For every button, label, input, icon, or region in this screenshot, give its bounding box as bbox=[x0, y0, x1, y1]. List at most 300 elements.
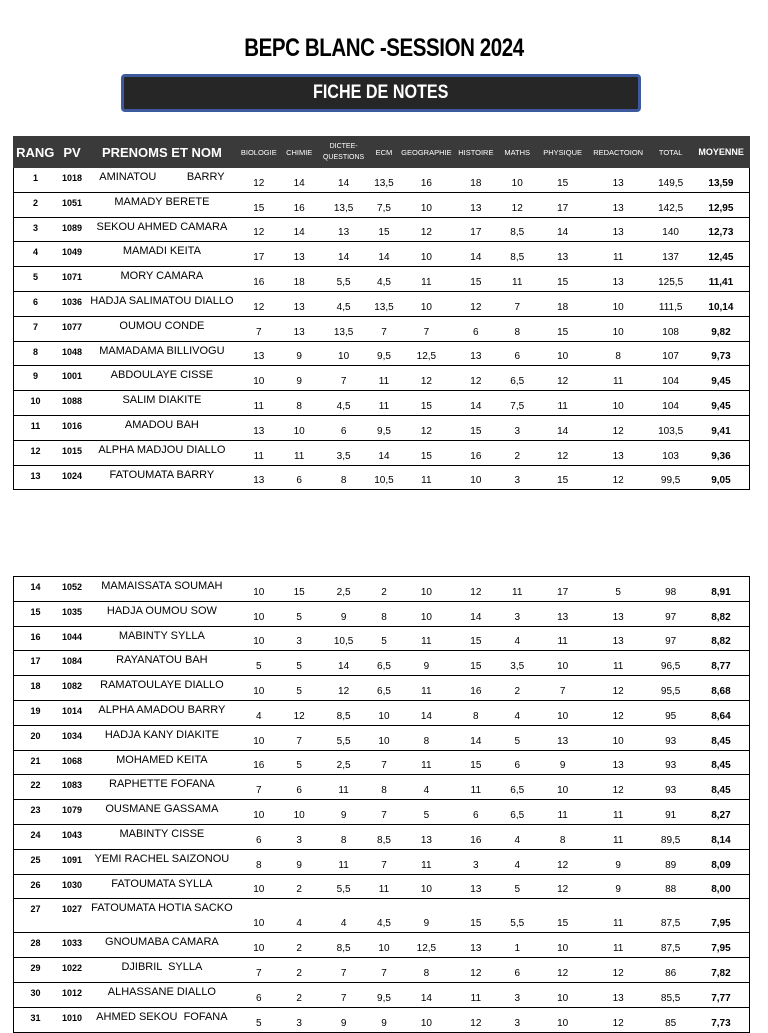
score-cell: 11 bbox=[588, 651, 649, 676]
score-cell: 13 bbox=[588, 750, 649, 775]
pv-cell: 1024 bbox=[57, 465, 87, 490]
student-name-cell: FATOUMATA HOTIA SACKO bbox=[87, 899, 236, 933]
rank-cell: 13 bbox=[14, 465, 57, 490]
student-name-cell: MAMAISSATA SOUMAH bbox=[87, 577, 236, 602]
total-cell: 93 bbox=[648, 750, 692, 775]
score-cell: 8 bbox=[455, 700, 497, 725]
average-cell: 8,45 bbox=[693, 725, 750, 750]
score-cell: 18 bbox=[537, 291, 587, 316]
score-cell: 9 bbox=[317, 800, 369, 825]
score-cell: 7 bbox=[317, 982, 369, 1007]
student-name-cell: DJIBRIL SYLLA bbox=[87, 958, 236, 983]
total-cell: 149,5 bbox=[648, 168, 692, 193]
table-header-row bbox=[14, 137, 750, 168]
score-cell: 12 bbox=[237, 217, 281, 242]
rank-cell: 29 bbox=[14, 958, 57, 983]
pv-cell: 1035 bbox=[57, 601, 87, 626]
score-cell: 14 bbox=[455, 601, 497, 626]
score-cell: 3 bbox=[281, 626, 317, 651]
score-cell: 7 bbox=[537, 676, 587, 701]
score-cell: 9 bbox=[281, 366, 317, 391]
score-cell: 7 bbox=[398, 316, 455, 341]
score-cell: 10 bbox=[237, 800, 281, 825]
student-name-cell: RAPHETTE FOFANA bbox=[87, 775, 236, 800]
score-cell: 6,5 bbox=[497, 366, 537, 391]
table-row bbox=[14, 366, 750, 391]
student-name-cell: RAYANATOU BAH bbox=[87, 651, 236, 676]
score-cell: 3,5 bbox=[497, 651, 537, 676]
score-cell: 7,5 bbox=[497, 391, 537, 416]
score-cell: 11 bbox=[370, 391, 398, 416]
rank-cell: 31 bbox=[14, 1007, 57, 1032]
pv-cell: 1034 bbox=[57, 725, 87, 750]
average-cell: 8,77 bbox=[693, 651, 750, 676]
score-cell: 12 bbox=[588, 775, 649, 800]
total-cell: 87,5 bbox=[648, 899, 692, 933]
fiche-banner bbox=[121, 74, 641, 112]
score-cell: 3,5 bbox=[317, 440, 369, 465]
score-cell: 7 bbox=[370, 316, 398, 341]
score-cell: 3 bbox=[281, 1007, 317, 1032]
score-cell: 4,5 bbox=[370, 899, 398, 933]
score-cell: 2 bbox=[497, 440, 537, 465]
rank-cell: 14 bbox=[14, 577, 57, 602]
score-cell: 9 bbox=[537, 750, 587, 775]
total-cell: 97 bbox=[648, 626, 692, 651]
score-cell: 14 bbox=[370, 440, 398, 465]
table-row bbox=[14, 958, 750, 983]
score-cell: 8,5 bbox=[370, 824, 398, 849]
score-cell: 10 bbox=[588, 316, 649, 341]
rank-cell: 19 bbox=[14, 700, 57, 725]
rank-cell: 24 bbox=[14, 824, 57, 849]
score-cell: 14 bbox=[317, 168, 369, 193]
pv-cell: 1089 bbox=[57, 217, 87, 242]
score-cell: 9,5 bbox=[370, 982, 398, 1007]
score-cell: 15 bbox=[237, 192, 281, 217]
score-cell: 2 bbox=[370, 577, 398, 602]
score-cell: 10 bbox=[237, 933, 281, 958]
score-cell: 14 bbox=[317, 242, 369, 267]
student-name-cell: FATOUMATA BARRY bbox=[87, 465, 236, 490]
rank-cell: 27 bbox=[14, 899, 57, 933]
total-cell: 98 bbox=[648, 577, 692, 602]
score-cell: 14 bbox=[398, 700, 455, 725]
score-cell: 4 bbox=[497, 824, 537, 849]
average-cell: 7,82 bbox=[693, 958, 750, 983]
total-cell: 89,5 bbox=[648, 824, 692, 849]
document-title: BEPC BLANC -SESSION 2024 bbox=[244, 34, 524, 62]
average-cell: 9,73 bbox=[693, 341, 750, 366]
average-cell: 8,68 bbox=[693, 676, 750, 701]
score-cell: 15 bbox=[455, 750, 497, 775]
student-name-cell: RAMATOULAYE DIALLO bbox=[87, 676, 236, 701]
score-cell: 15 bbox=[537, 465, 587, 490]
score-cell: 5 bbox=[281, 651, 317, 676]
score-cell: 11 bbox=[398, 267, 455, 292]
average-cell: 12,45 bbox=[693, 242, 750, 267]
rank-cell: 6 bbox=[14, 291, 57, 316]
student-name-cell: HADJA KANY DIAKITE bbox=[87, 725, 236, 750]
score-cell: 12 bbox=[237, 291, 281, 316]
score-cell: 6 bbox=[497, 750, 537, 775]
score-cell: 6,5 bbox=[497, 800, 537, 825]
average-cell: 7,77 bbox=[693, 982, 750, 1007]
score-cell: 11 bbox=[317, 849, 369, 874]
score-cell: 8 bbox=[398, 725, 455, 750]
table-row bbox=[14, 899, 750, 933]
table-row bbox=[14, 626, 750, 651]
score-cell: 12 bbox=[537, 440, 587, 465]
total-cell: 85 bbox=[648, 1007, 692, 1032]
table-row bbox=[14, 440, 750, 465]
score-cell: 8 bbox=[398, 958, 455, 983]
average-cell: 9,41 bbox=[693, 415, 750, 440]
score-cell: 5 bbox=[237, 1007, 281, 1032]
score-cell: 4 bbox=[497, 700, 537, 725]
score-cell: 14 bbox=[370, 242, 398, 267]
pv-cell: 1015 bbox=[57, 440, 87, 465]
total-cell: 88 bbox=[648, 874, 692, 899]
average-cell: 8,09 bbox=[693, 849, 750, 874]
score-cell: 11 bbox=[398, 750, 455, 775]
pv-cell: 1088 bbox=[57, 391, 87, 416]
score-cell: 13,5 bbox=[370, 291, 398, 316]
score-cell: 13 bbox=[588, 192, 649, 217]
score-cell: 11 bbox=[537, 626, 587, 651]
score-cell: 9 bbox=[398, 899, 455, 933]
average-cell: 8,91 bbox=[693, 577, 750, 602]
total-cell: 89 bbox=[648, 849, 692, 874]
pv-cell: 1068 bbox=[57, 750, 87, 775]
score-cell: 15 bbox=[455, 626, 497, 651]
score-cell: 6 bbox=[317, 415, 369, 440]
average-cell: 8,82 bbox=[693, 626, 750, 651]
table-row bbox=[14, 601, 750, 626]
score-cell: 12 bbox=[537, 849, 587, 874]
score-cell: 13 bbox=[317, 217, 369, 242]
student-name-cell: HADJA OUMOU SOW bbox=[87, 601, 236, 626]
score-cell: 12 bbox=[398, 415, 455, 440]
score-cell: 10 bbox=[237, 899, 281, 933]
score-cell: 10 bbox=[398, 601, 455, 626]
student-name-cell: YEMI RACHEL SAIZONOU bbox=[87, 849, 236, 874]
score-cell: 3 bbox=[455, 849, 497, 874]
score-cell: 12,5 bbox=[398, 933, 455, 958]
total-cell: 91 bbox=[648, 800, 692, 825]
table-row bbox=[14, 242, 750, 267]
average-cell: 11,41 bbox=[693, 267, 750, 292]
student-name-cell: FATOUMATA SYLLA bbox=[87, 874, 236, 899]
score-cell: 9,5 bbox=[370, 341, 398, 366]
score-cell: 11 bbox=[588, 824, 649, 849]
score-cell: 3 bbox=[497, 415, 537, 440]
score-cell: 3 bbox=[281, 824, 317, 849]
average-cell: 8,82 bbox=[693, 601, 750, 626]
student-name-cell: MOHAMED KEITA bbox=[87, 750, 236, 775]
score-cell: 13 bbox=[537, 725, 587, 750]
score-cell: 11 bbox=[588, 242, 649, 267]
rank-cell: 28 bbox=[14, 933, 57, 958]
score-cell: 5 bbox=[237, 651, 281, 676]
total-cell: 96,5 bbox=[648, 651, 692, 676]
total-cell: 97 bbox=[648, 601, 692, 626]
score-cell: 16 bbox=[455, 676, 497, 701]
total-cell: 104 bbox=[648, 391, 692, 416]
score-cell: 14 bbox=[537, 415, 587, 440]
score-cell: 10,5 bbox=[370, 465, 398, 490]
pv-cell: 1001 bbox=[57, 366, 87, 391]
score-cell: 13 bbox=[588, 217, 649, 242]
score-cell: 12 bbox=[537, 366, 587, 391]
table-row bbox=[14, 676, 750, 701]
score-cell: 13 bbox=[588, 440, 649, 465]
score-cell: 12 bbox=[537, 874, 587, 899]
score-cell: 13,5 bbox=[317, 192, 369, 217]
average-cell: 12,73 bbox=[693, 217, 750, 242]
score-cell: 9 bbox=[588, 874, 649, 899]
rank-cell: 21 bbox=[14, 750, 57, 775]
score-cell: 2 bbox=[281, 933, 317, 958]
score-cell: 11 bbox=[497, 267, 537, 292]
score-cell: 6,5 bbox=[497, 775, 537, 800]
score-cell: 13 bbox=[455, 874, 497, 899]
table-row bbox=[14, 700, 750, 725]
table-row bbox=[14, 415, 750, 440]
student-name-cell: SALIM DIAKITE bbox=[87, 391, 236, 416]
score-cell: 12 bbox=[281, 700, 317, 725]
score-cell: 10 bbox=[237, 676, 281, 701]
score-cell: 15 bbox=[455, 415, 497, 440]
score-cell: 5 bbox=[281, 676, 317, 701]
pv-cell: 1044 bbox=[57, 626, 87, 651]
score-cell: 13,5 bbox=[317, 316, 369, 341]
score-cell: 7 bbox=[370, 958, 398, 983]
score-cell: 10 bbox=[237, 626, 281, 651]
student-name-cell: HADJA SALIMATOU DIALLO bbox=[87, 291, 236, 316]
score-cell: 17 bbox=[537, 577, 587, 602]
score-cell: 9 bbox=[398, 651, 455, 676]
col-physique: PHYSIQUE bbox=[537, 137, 587, 168]
score-cell: 14 bbox=[317, 651, 369, 676]
table-row bbox=[14, 750, 750, 775]
rank-cell: 16 bbox=[14, 626, 57, 651]
score-cell: 13 bbox=[588, 626, 649, 651]
score-cell: 1 bbox=[497, 933, 537, 958]
col-redaction: REDACTOION bbox=[588, 137, 649, 168]
student-name-cell: MAMADI KEITA bbox=[87, 242, 236, 267]
score-cell: 11 bbox=[537, 800, 587, 825]
score-cell: 10 bbox=[588, 391, 649, 416]
score-cell: 9 bbox=[281, 849, 317, 874]
score-cell: 15 bbox=[455, 899, 497, 933]
score-cell: 15 bbox=[455, 267, 497, 292]
score-cell: 11 bbox=[281, 440, 317, 465]
score-cell: 13 bbox=[455, 192, 497, 217]
score-cell: 15 bbox=[537, 168, 587, 193]
score-cell: 9 bbox=[370, 1007, 398, 1032]
score-cell: 2 bbox=[281, 982, 317, 1007]
score-cell: 5 bbox=[281, 750, 317, 775]
score-cell: 7 bbox=[237, 316, 281, 341]
score-cell: 10 bbox=[370, 725, 398, 750]
score-cell: 10 bbox=[537, 341, 587, 366]
student-name-cell: MORY CAMARA bbox=[87, 267, 236, 292]
score-cell: 9 bbox=[281, 341, 317, 366]
pv-cell: 1052 bbox=[57, 577, 87, 602]
pv-cell: 1082 bbox=[57, 676, 87, 701]
score-cell: 14 bbox=[398, 982, 455, 1007]
score-cell: 13 bbox=[281, 316, 317, 341]
score-cell: 17 bbox=[237, 242, 281, 267]
pv-cell: 1014 bbox=[57, 700, 87, 725]
student-name-cell: SEKOU AHMED CAMARA bbox=[87, 217, 236, 242]
score-cell: 11 bbox=[588, 800, 649, 825]
score-cell: 8,5 bbox=[317, 933, 369, 958]
score-cell: 6,5 bbox=[370, 676, 398, 701]
pv-cell: 1049 bbox=[57, 242, 87, 267]
average-cell: 8,45 bbox=[693, 775, 750, 800]
score-cell: 13 bbox=[281, 291, 317, 316]
rank-cell: 5 bbox=[14, 267, 57, 292]
score-cell: 11 bbox=[588, 899, 649, 933]
table-row bbox=[14, 982, 750, 1007]
score-cell: 10 bbox=[588, 291, 649, 316]
score-cell: 6 bbox=[455, 316, 497, 341]
score-cell: 10 bbox=[537, 933, 587, 958]
score-cell: 6 bbox=[281, 465, 317, 490]
score-cell: 11 bbox=[398, 849, 455, 874]
pv-cell: 1043 bbox=[57, 824, 87, 849]
score-cell: 10 bbox=[537, 700, 587, 725]
score-cell: 15 bbox=[398, 440, 455, 465]
rank-cell: 20 bbox=[14, 725, 57, 750]
score-cell: 13 bbox=[237, 415, 281, 440]
score-cell: 14 bbox=[455, 242, 497, 267]
col-moyenne: MOYENNE bbox=[693, 137, 750, 168]
average-cell: 10,14 bbox=[693, 291, 750, 316]
score-cell: 9 bbox=[317, 1007, 369, 1032]
score-cell: 8 bbox=[281, 391, 317, 416]
score-cell: 10 bbox=[370, 700, 398, 725]
score-cell: 5 bbox=[370, 626, 398, 651]
score-cell: 4 bbox=[237, 700, 281, 725]
total-cell: 137 bbox=[648, 242, 692, 267]
pv-cell: 1036 bbox=[57, 291, 87, 316]
score-cell: 13 bbox=[588, 168, 649, 193]
rank-cell: 9 bbox=[14, 366, 57, 391]
average-cell: 8,45 bbox=[693, 750, 750, 775]
average-cell: 8,27 bbox=[693, 800, 750, 825]
score-cell: 12 bbox=[588, 700, 649, 725]
score-cell: 7 bbox=[370, 750, 398, 775]
score-cell: 11 bbox=[497, 577, 537, 602]
score-cell: 11 bbox=[317, 775, 369, 800]
score-cell: 7 bbox=[317, 958, 369, 983]
score-cell: 11 bbox=[398, 676, 455, 701]
score-cell: 10 bbox=[237, 577, 281, 602]
score-cell: 12 bbox=[398, 366, 455, 391]
score-cell: 10 bbox=[398, 1007, 455, 1032]
score-cell: 12 bbox=[455, 1007, 497, 1032]
rank-cell: 1 bbox=[14, 168, 57, 193]
table-row bbox=[14, 874, 750, 899]
score-cell: 5,5 bbox=[317, 267, 369, 292]
score-cell: 8 bbox=[317, 465, 369, 490]
score-cell: 7 bbox=[370, 849, 398, 874]
score-cell: 6 bbox=[281, 775, 317, 800]
score-cell: 18 bbox=[281, 267, 317, 292]
rank-cell: 18 bbox=[14, 676, 57, 701]
rank-cell: 30 bbox=[14, 982, 57, 1007]
score-cell: 8,5 bbox=[497, 242, 537, 267]
total-cell: 125,5 bbox=[648, 267, 692, 292]
table-row bbox=[14, 267, 750, 292]
col-ecm: ECM bbox=[370, 137, 398, 168]
score-cell: 4 bbox=[497, 849, 537, 874]
average-cell: 8,14 bbox=[693, 824, 750, 849]
score-cell: 8,5 bbox=[317, 700, 369, 725]
score-cell: 10 bbox=[588, 725, 649, 750]
score-cell: 14 bbox=[281, 168, 317, 193]
score-cell: 5,5 bbox=[317, 874, 369, 899]
student-name-cell: AMADOU BAH bbox=[87, 415, 236, 440]
col-name: PRENOMS ET NOM bbox=[87, 137, 236, 168]
score-cell: 13 bbox=[237, 341, 281, 366]
score-cell: 15 bbox=[537, 899, 587, 933]
total-cell: 111,5 bbox=[648, 291, 692, 316]
score-cell: 10 bbox=[370, 933, 398, 958]
col-histoire: HISTOIRE bbox=[455, 137, 497, 168]
score-cell: 12 bbox=[455, 577, 497, 602]
table-row bbox=[14, 316, 750, 341]
student-name-cell: OUSMANE GASSAMA bbox=[87, 800, 236, 825]
grades-table bbox=[13, 136, 750, 490]
score-cell: 3 bbox=[497, 982, 537, 1007]
table-row bbox=[14, 465, 750, 490]
score-cell: 16 bbox=[237, 267, 281, 292]
pv-cell: 1051 bbox=[57, 192, 87, 217]
score-cell: 12 bbox=[455, 366, 497, 391]
score-cell: 15 bbox=[281, 577, 317, 602]
score-cell: 13 bbox=[537, 242, 587, 267]
table-row bbox=[14, 192, 750, 217]
table-row bbox=[14, 725, 750, 750]
score-cell: 18 bbox=[455, 168, 497, 193]
score-cell: 16 bbox=[398, 168, 455, 193]
table-row bbox=[14, 341, 750, 366]
score-cell: 17 bbox=[455, 217, 497, 242]
score-cell: 11 bbox=[398, 626, 455, 651]
score-cell: 10 bbox=[281, 800, 317, 825]
student-name-cell: ALHASSANE DIALLO bbox=[87, 982, 236, 1007]
table-row bbox=[14, 577, 750, 602]
score-cell: 9 bbox=[317, 601, 369, 626]
pv-cell: 1091 bbox=[57, 849, 87, 874]
student-name-cell: MAMADAMA BILLIVOGU bbox=[87, 341, 236, 366]
score-cell: 10 bbox=[398, 291, 455, 316]
score-cell: 8 bbox=[537, 824, 587, 849]
average-cell: 13,59 bbox=[693, 168, 750, 193]
score-cell: 5,5 bbox=[317, 725, 369, 750]
score-cell: 14 bbox=[455, 391, 497, 416]
total-cell: 93 bbox=[648, 725, 692, 750]
score-cell: 6 bbox=[237, 824, 281, 849]
score-cell: 6 bbox=[497, 958, 537, 983]
score-cell: 12 bbox=[317, 676, 369, 701]
score-cell: 15 bbox=[398, 391, 455, 416]
pv-cell: 1018 bbox=[57, 168, 87, 193]
